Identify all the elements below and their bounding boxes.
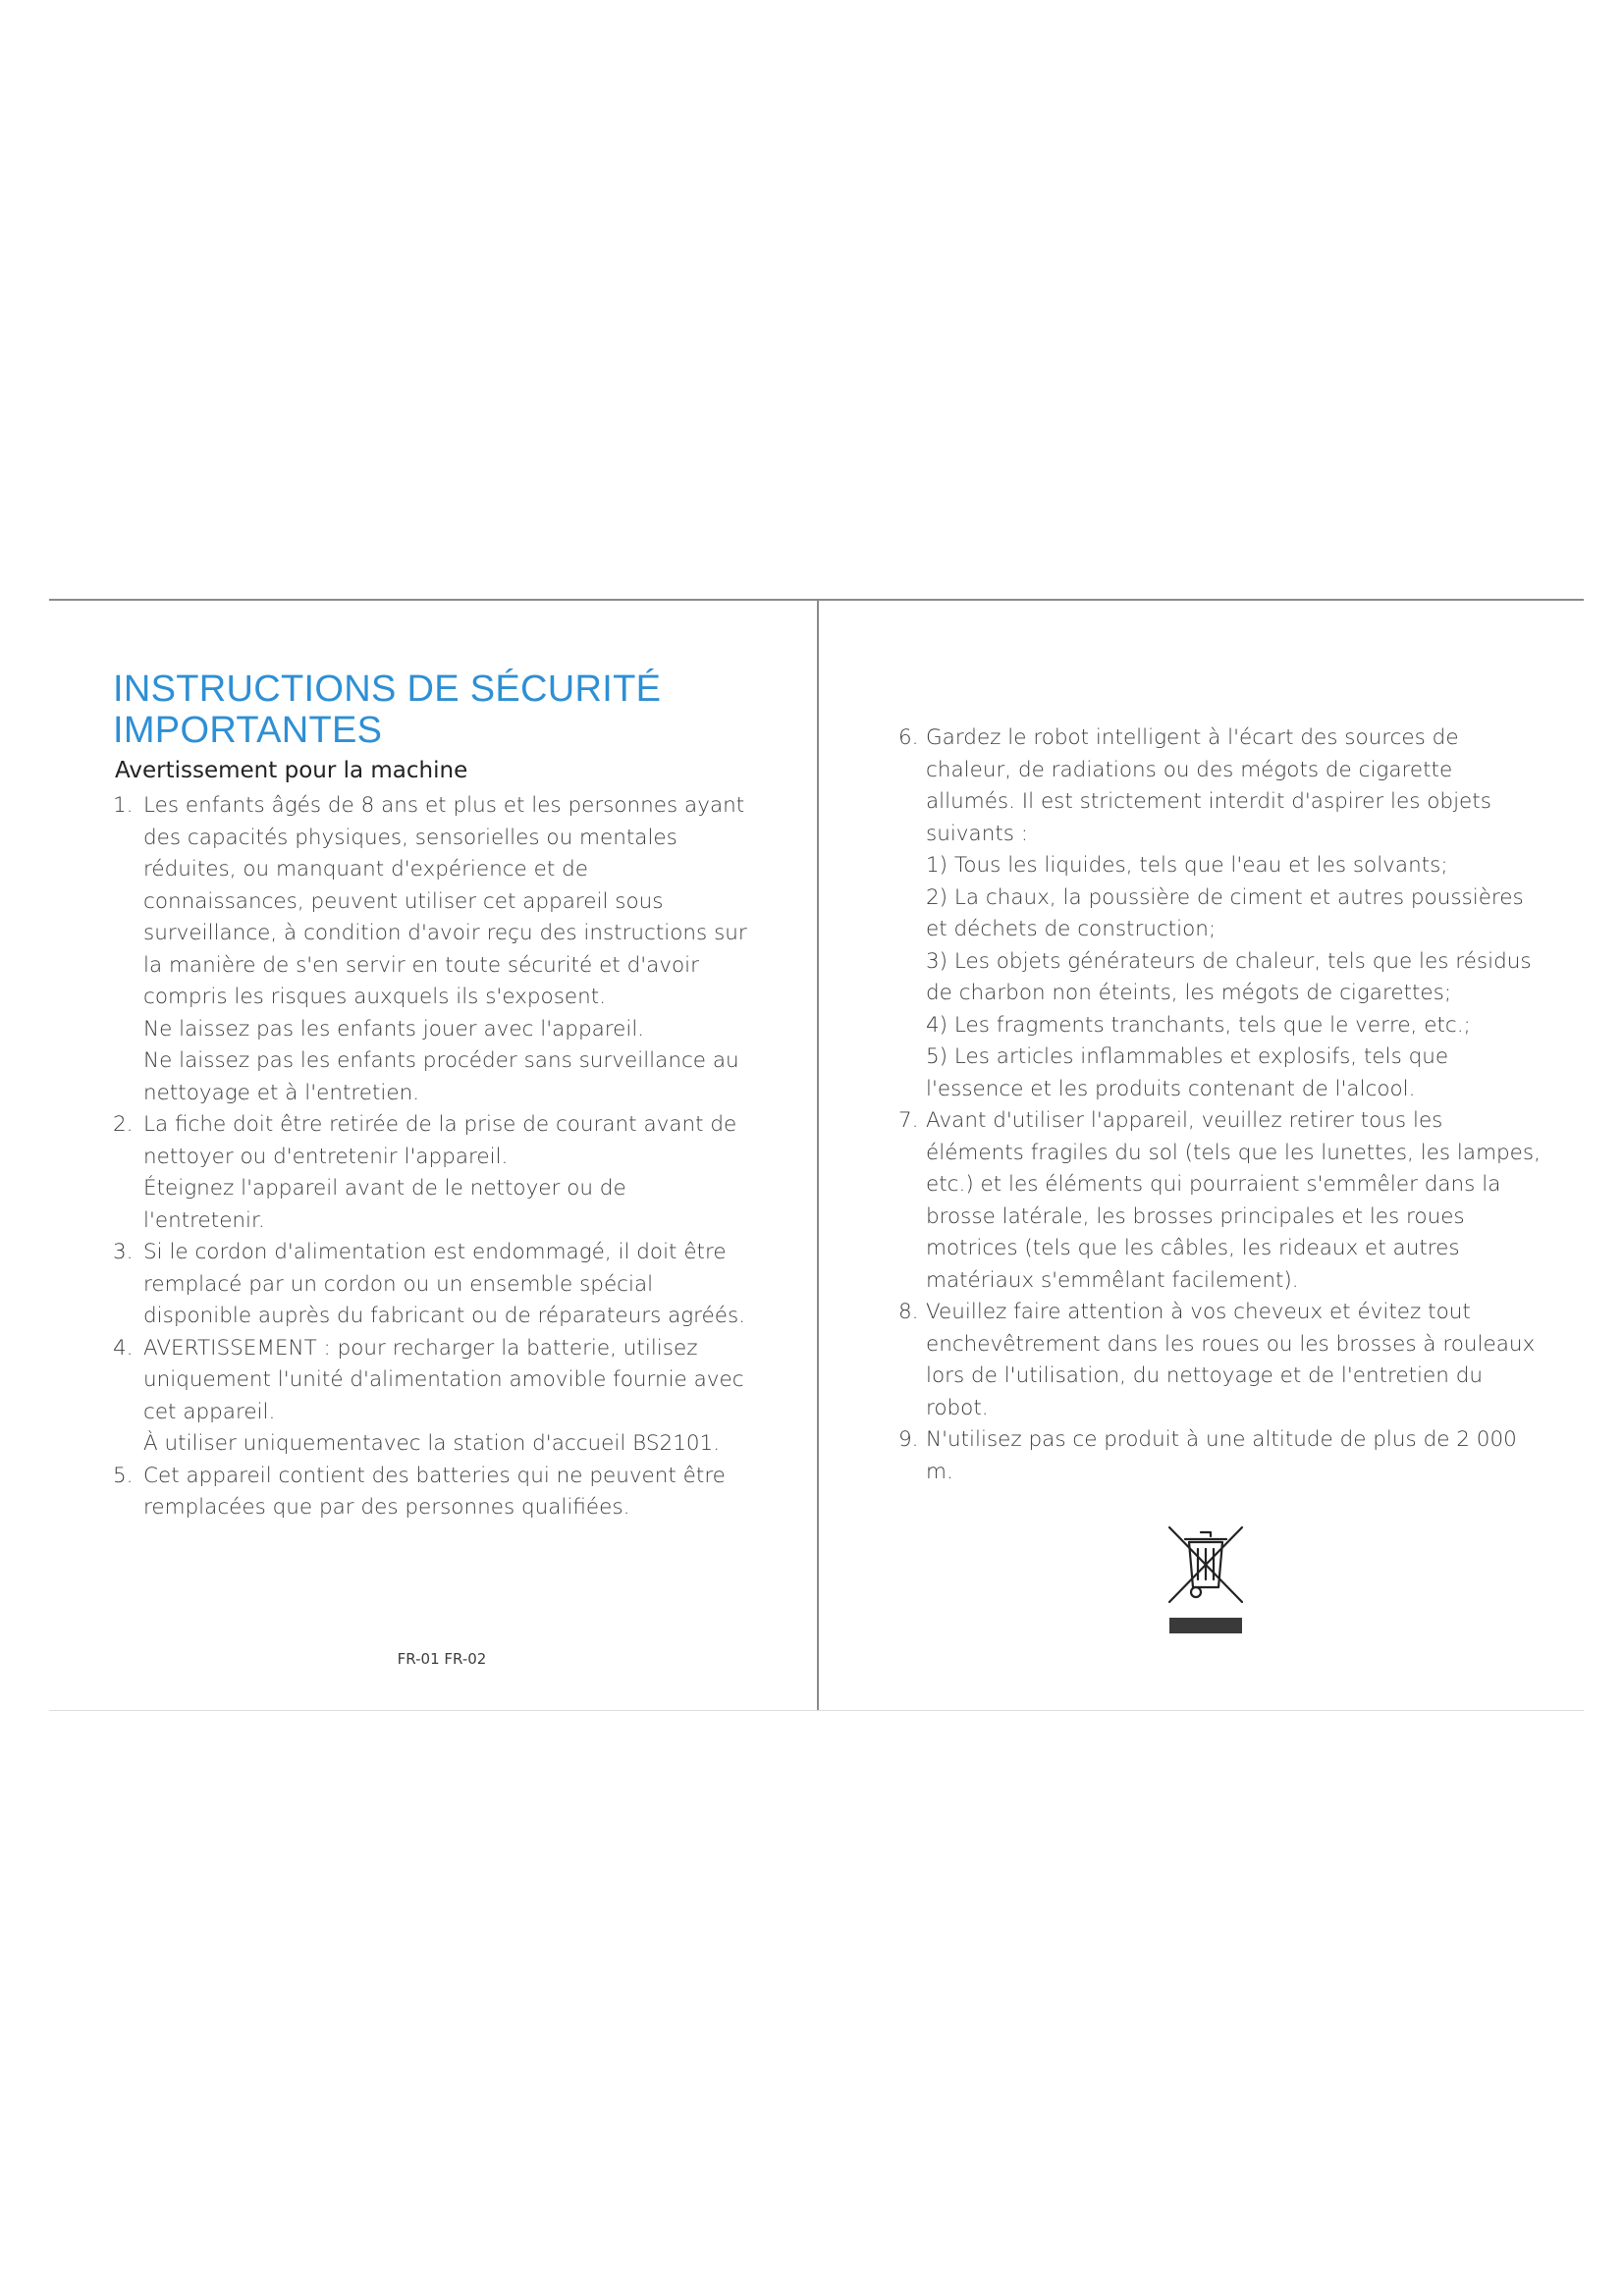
list-item-paragraph: AVERTISSEMENT : pour recharger la batterie, utilisez uniquement l'unité d'alimentation amovible fournie avec cet appareil. (143, 1335, 744, 1424)
bottom-rule (49, 1710, 1584, 1711)
list-item-number: 4. (113, 1335, 134, 1361)
page-numbers: FR-01 FR-02 (397, 1650, 487, 1668)
list-item-paragraph: La fiche doit être retirée de la prise de courant avant de nettoyer ou d'entretenir l'appareil. (143, 1112, 737, 1169)
list-item-paragraph: Cet appareil contient des batteries qui ne peuvent être remplacées que par des personnes qualifiées. (143, 1463, 726, 1520)
section-subtitle: Avertissement pour la machine (115, 758, 468, 783)
right-list-item (898, 722, 1546, 1105)
right-list-item (898, 1424, 1546, 1488)
list-item-paragraph: 2) La chaux, la poussière de ciment et autres poussières et déchets de construction; (926, 884, 1524, 941)
list-item-paragraph: Les enfants âgés de 8 ans et plus et les personnes ayant des capacités physiques, sensorielles ou mentales réduites, ou manquant d'expérience et de connaissances, peuvent utiliser cet appareil sous surveillance, à condition d'avoir reçu des instructions sur la manière de s'en servir en toute sécurité et d'avoir compris les risques auxquels ils s'exposent. (143, 793, 747, 1009)
list-item-number: 6. (898, 725, 919, 750)
list-item-paragraph: Avant d'utiliser l'appareil, veuillez retirer tous les éléments fragiles du sol (tels que les lunettes, les lampes, etc.) et les éléments qui pourraient s'emmêler dans la brosse latérale, les brosses principales et les roues motrices (tels que les câbles, les rideaux et autres matériaux s'emmêlant facilement). (926, 1108, 1541, 1293)
list-item-paragraph: Ne laissez pas les enfants procéder sans surveillance au nettoyage et à l'entretien. (143, 1048, 739, 1105)
list-item-number: 9. (898, 1427, 919, 1452)
list-item-paragraph: N'utilisez pas ce produit à une altitude de plus de 2 000 m. (926, 1427, 1517, 1484)
left-list-item (113, 1461, 751, 1524)
list-item-paragraph: 3) Les objets générateurs de chaleur, tels que les résidus de charbon non éteints, les mégots de cigarettes; (926, 948, 1532, 1005)
left-list-item (113, 1333, 751, 1461)
list-item-paragraph: 1) Tous les liquides, tels que l'eau et les solvants; (926, 853, 1448, 878)
left-list-item (113, 1237, 751, 1333)
list-item-number: 3. (113, 1240, 134, 1264)
left-list-item (113, 1109, 751, 1237)
safety-list-left (113, 790, 751, 1524)
right-column (898, 722, 1546, 1488)
crossed-out-wheelie-bin-icon (1164, 1523, 1247, 1639)
list-item-paragraph: Si le cordon d'alimentation est endommagé, il doit être remplacé par un cordon ou un ensemble spécial disponible auprès du fabricant ou de réparateurs agréés. (143, 1240, 746, 1328)
list-item-paragraph: À utiliser uniquementavec la station d'accueil BS2101. (143, 1431, 721, 1456)
list-item-paragraph: Veuillez faire attention à vos cheveux et évitez tout enchevêtrement dans les roues ou les brosses à rouleaux lors de l'utilisation, du nettoyage et de l'entretien du robot. (926, 1300, 1536, 1420)
list-item-number: 1. (113, 793, 134, 818)
center-fold-line (817, 600, 819, 1710)
left-list-item (113, 790, 751, 1109)
list-item-number: 2. (113, 1112, 134, 1137)
list-item-number: 8. (898, 1300, 919, 1324)
list-item-paragraph: Gardez le robot intelligent à l'écart des sources de chaleur, de radiations ou des mégots de cigarette allumés. Il est strictement interdit d'aspirer les objets suivants : (926, 725, 1491, 846)
page-title: INSTRUCTIONS DE SÉCURITÉ IMPORTANTES (113, 668, 662, 751)
list-item-paragraph: 4) Les fragments tranchants, tels que le verre, etc.; (926, 1012, 1471, 1038)
list-item-number: 5. (113, 1463, 134, 1488)
list-item-paragraph: Ne laissez pas les enfants jouer avec l'appareil. (143, 1016, 645, 1041)
right-list-item (898, 1105, 1546, 1297)
list-item-number: 7. (898, 1108, 919, 1133)
list-item-paragraph: 5) Les articles inflammables et explosifs, tels que l'essence et les produits contenant de l'alcool. (926, 1044, 1449, 1101)
right-list-item (898, 1297, 1546, 1424)
safety-list-right (898, 722, 1546, 1488)
left-column (113, 790, 751, 1524)
list-item-paragraph: Éteignez l'appareil avant de le nettoyer ou de l'entretenir. (143, 1176, 626, 1233)
